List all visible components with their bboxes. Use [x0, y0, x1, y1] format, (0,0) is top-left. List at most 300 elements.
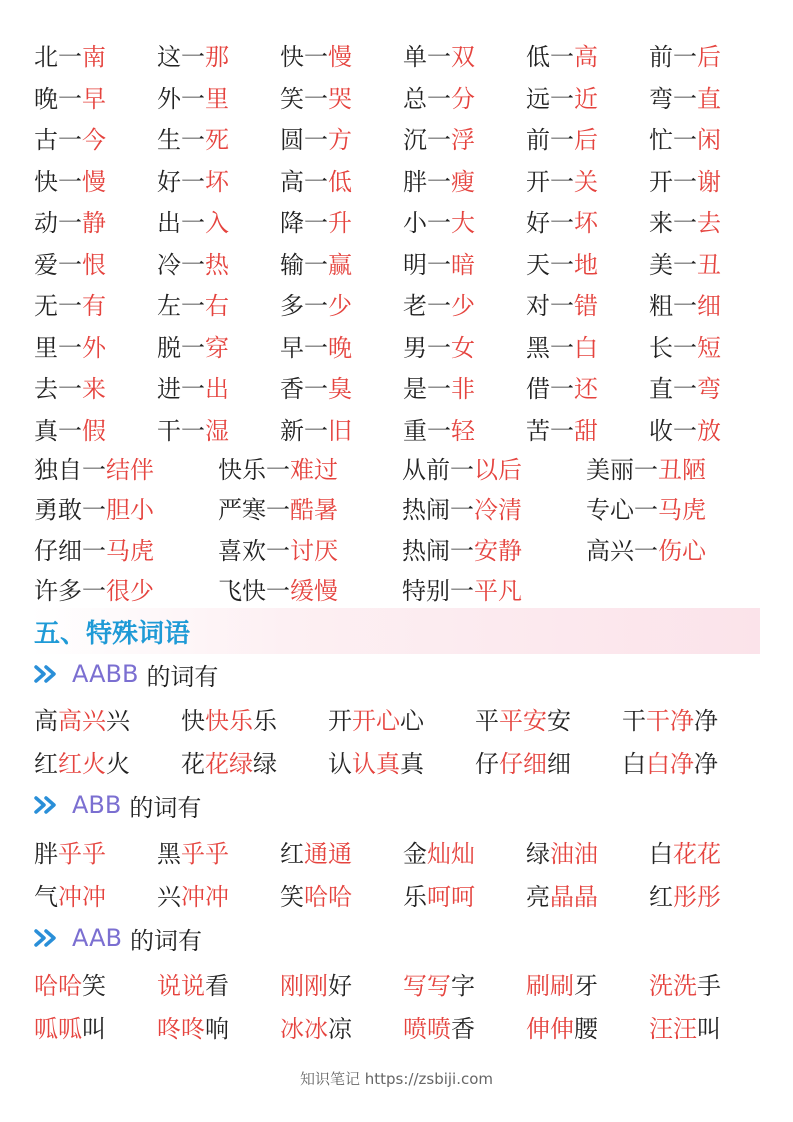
phrase-word: 快乐: [218, 455, 266, 484]
word-part-a: 乐: [403, 883, 427, 911]
phrase-opposite: 难过: [290, 455, 338, 484]
antonym-row: [34, 366, 774, 408]
antonym-pair: [403, 203, 526, 238]
antonym-pair: [34, 411, 157, 446]
separator-dash: 一: [82, 577, 106, 606]
separator-dash: 一: [304, 126, 328, 155]
separator-dash: 一: [58, 126, 82, 155]
word-part-a: 黑: [157, 840, 181, 868]
word-part-b: 乎乎: [181, 840, 229, 868]
antonym-pair: [157, 203, 280, 238]
phrase-pair: [34, 571, 218, 606]
phrase-opposite: 平凡: [474, 577, 522, 606]
antonym-pair: [526, 328, 649, 363]
aab-word: [403, 1009, 526, 1044]
phrase-pair: [586, 490, 770, 525]
word-part-a: 快: [181, 707, 205, 735]
separator-dash: 一: [58, 416, 82, 445]
antonym-pair-grid: [34, 34, 774, 449]
separator-dash: 一: [266, 577, 290, 606]
word-part-mid: 快乐: [205, 707, 253, 735]
separator-dash: 一: [673, 209, 697, 238]
antonym-pair: [403, 369, 526, 404]
word-part-c: 净: [694, 707, 718, 735]
antonym-word: 冷: [157, 250, 181, 279]
antonym-pair: [34, 286, 157, 321]
word-part-b: 好: [328, 972, 352, 1000]
separator-dash: 一: [634, 536, 658, 565]
separator-dash: 一: [427, 84, 451, 113]
antonym-pair: [34, 369, 157, 404]
separator-dash: 一: [58, 375, 82, 404]
word-part-c: 净: [694, 750, 718, 778]
antonym-word: 借: [526, 375, 550, 404]
phrase-word: 严寒: [218, 496, 266, 525]
word-part-a: 呱呱: [34, 1015, 82, 1043]
antonym-word: 生: [157, 126, 181, 155]
word-part-c: 安: [547, 707, 571, 735]
phrase-word: 热闹: [402, 536, 450, 565]
antonym-word: 进: [157, 375, 181, 404]
separator-dash: 一: [58, 292, 82, 321]
antonym-opposite: 浮: [451, 126, 475, 155]
separator-dash: 一: [82, 455, 106, 484]
word-part-b: 灿灿: [427, 840, 475, 868]
word-part-b: 字: [451, 972, 475, 1000]
aabb-word: [622, 744, 769, 779]
antonym-pair: [403, 328, 526, 363]
separator-dash: 一: [304, 292, 328, 321]
separator-dash: 一: [427, 167, 451, 196]
word-part-a: 花: [181, 750, 205, 778]
antonym-opposite: 赢: [328, 250, 352, 279]
antonym-pair: [280, 120, 403, 155]
separator-dash: 一: [673, 126, 697, 155]
word-part-a: 开: [328, 707, 352, 735]
separator-dash: 一: [427, 250, 451, 279]
phrase-opposite: 丑陋: [658, 455, 706, 484]
abb-word: [649, 834, 772, 869]
antonym-word: 开: [526, 167, 550, 196]
phrase-opposite: 以后: [474, 455, 522, 484]
antonym-word: 低: [526, 43, 550, 72]
separator-dash: 一: [673, 84, 697, 113]
antonym-pair: [34, 162, 157, 197]
antonym-word: 晚: [34, 84, 58, 113]
abb-word: [157, 877, 280, 912]
antonym-opposite: 弯: [697, 375, 721, 404]
double-chevron-right-icon: [34, 795, 62, 815]
separator-dash: 一: [58, 84, 82, 113]
phrase-pair: [586, 531, 770, 566]
abb-word: [157, 834, 280, 869]
separator-dash: 一: [181, 375, 205, 404]
antonym-word: 圆: [280, 126, 304, 155]
word-part-c: 兴: [106, 707, 130, 735]
word-part-a: 胖: [34, 840, 58, 868]
antonym-opposite: 里: [205, 84, 229, 113]
antonym-word: 动: [34, 209, 58, 238]
word-part-mid: 开心: [352, 707, 400, 735]
word-part-a: 洗洗: [649, 972, 697, 1000]
subheading-pattern: AABB: [72, 660, 139, 688]
antonym-pair: [526, 245, 649, 280]
word-part-b: 笑: [82, 972, 106, 1000]
antonym-opposite: 暗: [451, 250, 475, 279]
phrase-opposite: 结伴: [106, 455, 154, 484]
word-part-mid: 仔细: [499, 750, 547, 778]
word-part-mid: 认真: [352, 750, 400, 778]
separator-dash: 一: [304, 250, 328, 279]
phrase-word: 从前: [402, 455, 450, 484]
phrase-pair: [34, 490, 218, 525]
word-part-a: 刷刷: [526, 972, 574, 1000]
antonym-pair: [157, 245, 280, 280]
subheading-aab: [34, 921, 202, 955]
antonym-word: 新: [280, 416, 304, 445]
antonym-opposite: 升: [328, 209, 352, 238]
antonym-opposite: 双: [451, 43, 475, 72]
antonym-opposite: 低: [328, 167, 352, 196]
word-part-a: 汪汪: [649, 1015, 697, 1043]
separator-dash: 一: [550, 126, 574, 155]
phrase-opposite: 讨厌: [290, 536, 338, 565]
antonym-pair: [280, 245, 403, 280]
antonym-word: 快: [280, 43, 304, 72]
antonym-pair: [649, 328, 772, 363]
aab-word: [649, 966, 772, 1001]
footer-watermark: 知识笔记 https://zsbiji.com: [299, 1070, 494, 1088]
aab-row: [34, 962, 774, 1005]
antonym-pair: [280, 328, 403, 363]
separator-dash: 一: [304, 375, 328, 404]
word-part-mid: 白净: [646, 750, 694, 778]
antonym-pair: [526, 162, 649, 197]
antonym-opposite: 去: [697, 209, 721, 238]
separator-dash: 一: [634, 496, 658, 525]
antonym-pair: [403, 245, 526, 280]
aabb-word: [181, 744, 328, 779]
word-part-b: 叫: [82, 1015, 106, 1043]
antonym-opposite: 有: [82, 292, 106, 321]
antonym-opposite: 坏: [205, 167, 229, 196]
separator-dash: 一: [181, 167, 205, 196]
antonym-pair: [34, 203, 157, 238]
word-part-a: 金: [403, 840, 427, 868]
separator-dash: 一: [427, 209, 451, 238]
section-title: 五、特殊词语: [34, 618, 191, 649]
antonym-pair: [526, 79, 649, 114]
word-part-b: 乎乎: [58, 840, 106, 868]
separator-dash: 一: [450, 455, 474, 484]
separator-dash: 一: [304, 333, 328, 362]
aabb-word: [475, 744, 622, 779]
phrase-pair: [218, 531, 402, 566]
antonym-opposite: 来: [82, 375, 106, 404]
antonym-word: 直: [649, 375, 673, 404]
aab-word: [157, 966, 280, 1001]
antonym-word: 是: [403, 375, 427, 404]
antonym-opposite: 南: [82, 43, 106, 72]
abb-row: [34, 873, 774, 916]
antonym-opposite: 坏: [574, 209, 598, 238]
word-part-a: 仔: [475, 750, 499, 778]
antonym-word: 远: [526, 84, 550, 113]
abb-word-grid: [34, 830, 774, 916]
antonym-pair: [649, 411, 772, 446]
antonym-word: 美: [649, 250, 673, 279]
separator-dash: 一: [181, 43, 205, 72]
separator-dash: 一: [673, 333, 697, 362]
antonym-opposite: 高: [574, 43, 598, 72]
word-part-b: 手: [697, 972, 721, 1000]
separator-dash: 一: [450, 496, 474, 525]
antonym-word: 前: [526, 126, 550, 155]
word-part-b: 腰: [574, 1015, 598, 1043]
phrase-word: 独自: [34, 455, 82, 484]
antonym-pair: [34, 245, 157, 280]
antonym-pair: [157, 411, 280, 446]
antonym-opposite: 静: [82, 209, 106, 238]
separator-dash: 一: [82, 496, 106, 525]
word-part-mid: 花绿: [205, 750, 253, 778]
aab-word: [649, 1009, 772, 1044]
antonym-word: 来: [649, 209, 673, 238]
separator-dash: 一: [82, 536, 106, 565]
antonym-pair: [34, 120, 157, 155]
phrase-opposite: 胆小: [106, 496, 154, 525]
separator-dash: 一: [427, 416, 451, 445]
antonym-opposite: 地: [574, 250, 598, 279]
word-part-b: 香: [451, 1015, 475, 1043]
antonym-word: 输: [280, 250, 304, 279]
separator-dash: 一: [550, 43, 574, 72]
antonym-pair: [157, 286, 280, 321]
separator-dash: 一: [673, 375, 697, 404]
antonym-pair: [280, 411, 403, 446]
antonym-opposite: 热: [205, 250, 229, 279]
phrase-opposite: 冷清: [474, 496, 522, 525]
separator-dash: 一: [427, 333, 451, 362]
antonym-pair: [34, 37, 157, 72]
antonym-pair: [526, 120, 649, 155]
separator-dash: 一: [673, 167, 697, 196]
word-part-mid: 干净: [646, 707, 694, 735]
separator-dash: 一: [427, 375, 451, 404]
word-part-a: 兴: [157, 883, 181, 911]
word-part-b: 呵呵: [427, 883, 475, 911]
aabb-word: [181, 701, 328, 736]
antonym-word: 无: [34, 292, 58, 321]
antonym-pair: [157, 120, 280, 155]
antonym-pair: [526, 411, 649, 446]
antonym-pair: [157, 162, 280, 197]
aabb-word: [475, 701, 622, 736]
word-part-a: 说说: [157, 972, 205, 1000]
antonym-opposite: 瘦: [451, 167, 475, 196]
separator-dash: 一: [266, 496, 290, 525]
antonym-opposite: 那: [205, 43, 229, 72]
phrase-word: 高兴: [586, 536, 634, 565]
antonym-pair: [157, 79, 280, 114]
antonym-pair: [280, 203, 403, 238]
section-header: [30, 608, 760, 654]
aab-row: [34, 1005, 774, 1048]
subheading-pattern: AAB: [72, 924, 122, 952]
separator-dash: 一: [673, 292, 697, 321]
antonym-word: 粗: [649, 292, 673, 321]
phrase-pair: [402, 490, 586, 525]
antonym-opposite: 出: [205, 375, 229, 404]
subheading-pattern: ABB: [72, 791, 122, 819]
separator-dash: 一: [427, 43, 451, 72]
antonym-pair: [403, 120, 526, 155]
antonym-word: 长: [649, 333, 673, 362]
word-part-a: 咚咚: [157, 1015, 205, 1043]
antonym-word: 重: [403, 416, 427, 445]
double-chevron-right-icon: [34, 928, 62, 948]
phrase-pair: [586, 450, 770, 485]
aab-word-grid: [34, 962, 774, 1048]
antonym-opposite: 慢: [82, 167, 106, 196]
separator-dash: 一: [634, 455, 658, 484]
word-part-a: 气: [34, 883, 58, 911]
separator-dash: 一: [58, 250, 82, 279]
antonym-word: 这: [157, 43, 181, 72]
antonym-word: 苦: [526, 416, 550, 445]
phrase-antonym-grid: [34, 447, 774, 609]
antonym-row: [34, 283, 774, 325]
phrase-pair: [34, 450, 218, 485]
word-part-c: 乐: [253, 707, 277, 735]
abb-word: [403, 877, 526, 912]
antonym-word: 黑: [526, 333, 550, 362]
phrase-opposite: 伤心: [658, 536, 706, 565]
separator-dash: 一: [304, 209, 328, 238]
antonym-word: 高: [280, 167, 304, 196]
abb-row: [34, 830, 774, 873]
antonym-pair: [649, 120, 772, 155]
antonym-pair: [649, 162, 772, 197]
antonym-opposite: 右: [205, 292, 229, 321]
antonym-opposite: 今: [82, 126, 106, 155]
antonym-row: [34, 76, 774, 118]
antonym-word: 降: [280, 209, 304, 238]
antonym-opposite: 湿: [205, 416, 229, 445]
separator-dash: 一: [550, 375, 574, 404]
antonym-pair: [526, 203, 649, 238]
antonym-opposite: 错: [574, 292, 598, 321]
antonym-pair: [649, 203, 772, 238]
separator-dash: 一: [673, 250, 697, 279]
antonym-pair: [34, 79, 157, 114]
aab-word: [280, 1009, 403, 1044]
separator-dash: 一: [673, 43, 697, 72]
word-part-b: 叫: [697, 1015, 721, 1043]
antonym-pair: [526, 286, 649, 321]
antonym-opposite: 少: [328, 292, 352, 321]
antonym-opposite: 入: [205, 209, 229, 238]
antonym-pair: [649, 286, 772, 321]
antonym-opposite: 谢: [697, 167, 721, 196]
word-part-c: 真: [400, 750, 424, 778]
phrase-pair: [402, 571, 586, 606]
antonym-opposite: 穿: [205, 333, 229, 362]
separator-dash: 一: [550, 167, 574, 196]
antonym-word: 出: [157, 209, 181, 238]
antonym-word: 好: [526, 209, 550, 238]
word-part-a: 平: [475, 707, 499, 735]
phrase-row: [34, 528, 774, 569]
phrase-word: 勇敢: [34, 496, 82, 525]
separator-dash: 一: [550, 84, 574, 113]
antonym-word: 忙: [649, 126, 673, 155]
aab-word: [526, 966, 649, 1001]
antonym-pair: [526, 37, 649, 72]
phrase-opposite: 酷暑: [290, 496, 338, 525]
subheading-suffix: 的词有: [146, 662, 219, 691]
antonym-pair: [34, 328, 157, 363]
antonym-opposite: 大: [451, 209, 475, 238]
separator-dash: 一: [58, 43, 82, 72]
separator-dash: 一: [181, 416, 205, 445]
separator-dash: 一: [266, 455, 290, 484]
phrase-opposite: 马虎: [106, 536, 154, 565]
word-part-a: 伸伸: [526, 1015, 574, 1043]
subheading-suffix: 的词有: [129, 793, 202, 822]
phrase-word: 专心: [586, 496, 634, 525]
antonym-word: 老: [403, 292, 427, 321]
antonym-row: [34, 159, 774, 201]
word-part-a: 高: [34, 707, 58, 735]
separator-dash: 一: [304, 84, 328, 113]
aab-word: [526, 1009, 649, 1044]
word-part-b: 冲冲: [58, 883, 106, 911]
antonym-opposite: 旧: [328, 416, 352, 445]
antonym-word: 小: [403, 209, 427, 238]
antonym-word: 前: [649, 43, 673, 72]
antonym-row: [34, 408, 774, 450]
word-part-b: 通通: [304, 840, 352, 868]
antonym-opposite: 少: [451, 292, 475, 321]
word-part-a: 冰冰: [280, 1015, 328, 1043]
antonym-opposite: 白: [574, 333, 598, 362]
antonym-opposite: 甜: [574, 416, 598, 445]
antonym-opposite: 死: [205, 126, 229, 155]
antonym-pair: [280, 79, 403, 114]
aabb-word: [34, 701, 181, 736]
aabb-word: [622, 701, 769, 736]
antonym-opposite: 女: [451, 333, 475, 362]
aab-word: [280, 966, 403, 1001]
antonym-opposite: 轻: [451, 416, 475, 445]
phrase-opposite: 马虎: [658, 496, 706, 525]
subheading-abb: [34, 788, 201, 822]
separator-dash: 一: [58, 167, 82, 196]
phrase-pair: [218, 490, 402, 525]
antonym-opposite: 臭: [328, 375, 352, 404]
subheading-aabb: [34, 657, 218, 691]
antonym-pair: [649, 37, 772, 72]
antonym-word: 胖: [403, 167, 427, 196]
word-part-b: 冲冲: [181, 883, 229, 911]
phrase-pair: [218, 450, 402, 485]
antonym-opposite: 放: [697, 416, 721, 445]
antonym-pair: [280, 37, 403, 72]
antonym-word: 左: [157, 292, 181, 321]
aab-word: [34, 966, 157, 1001]
separator-dash: 一: [450, 536, 474, 565]
